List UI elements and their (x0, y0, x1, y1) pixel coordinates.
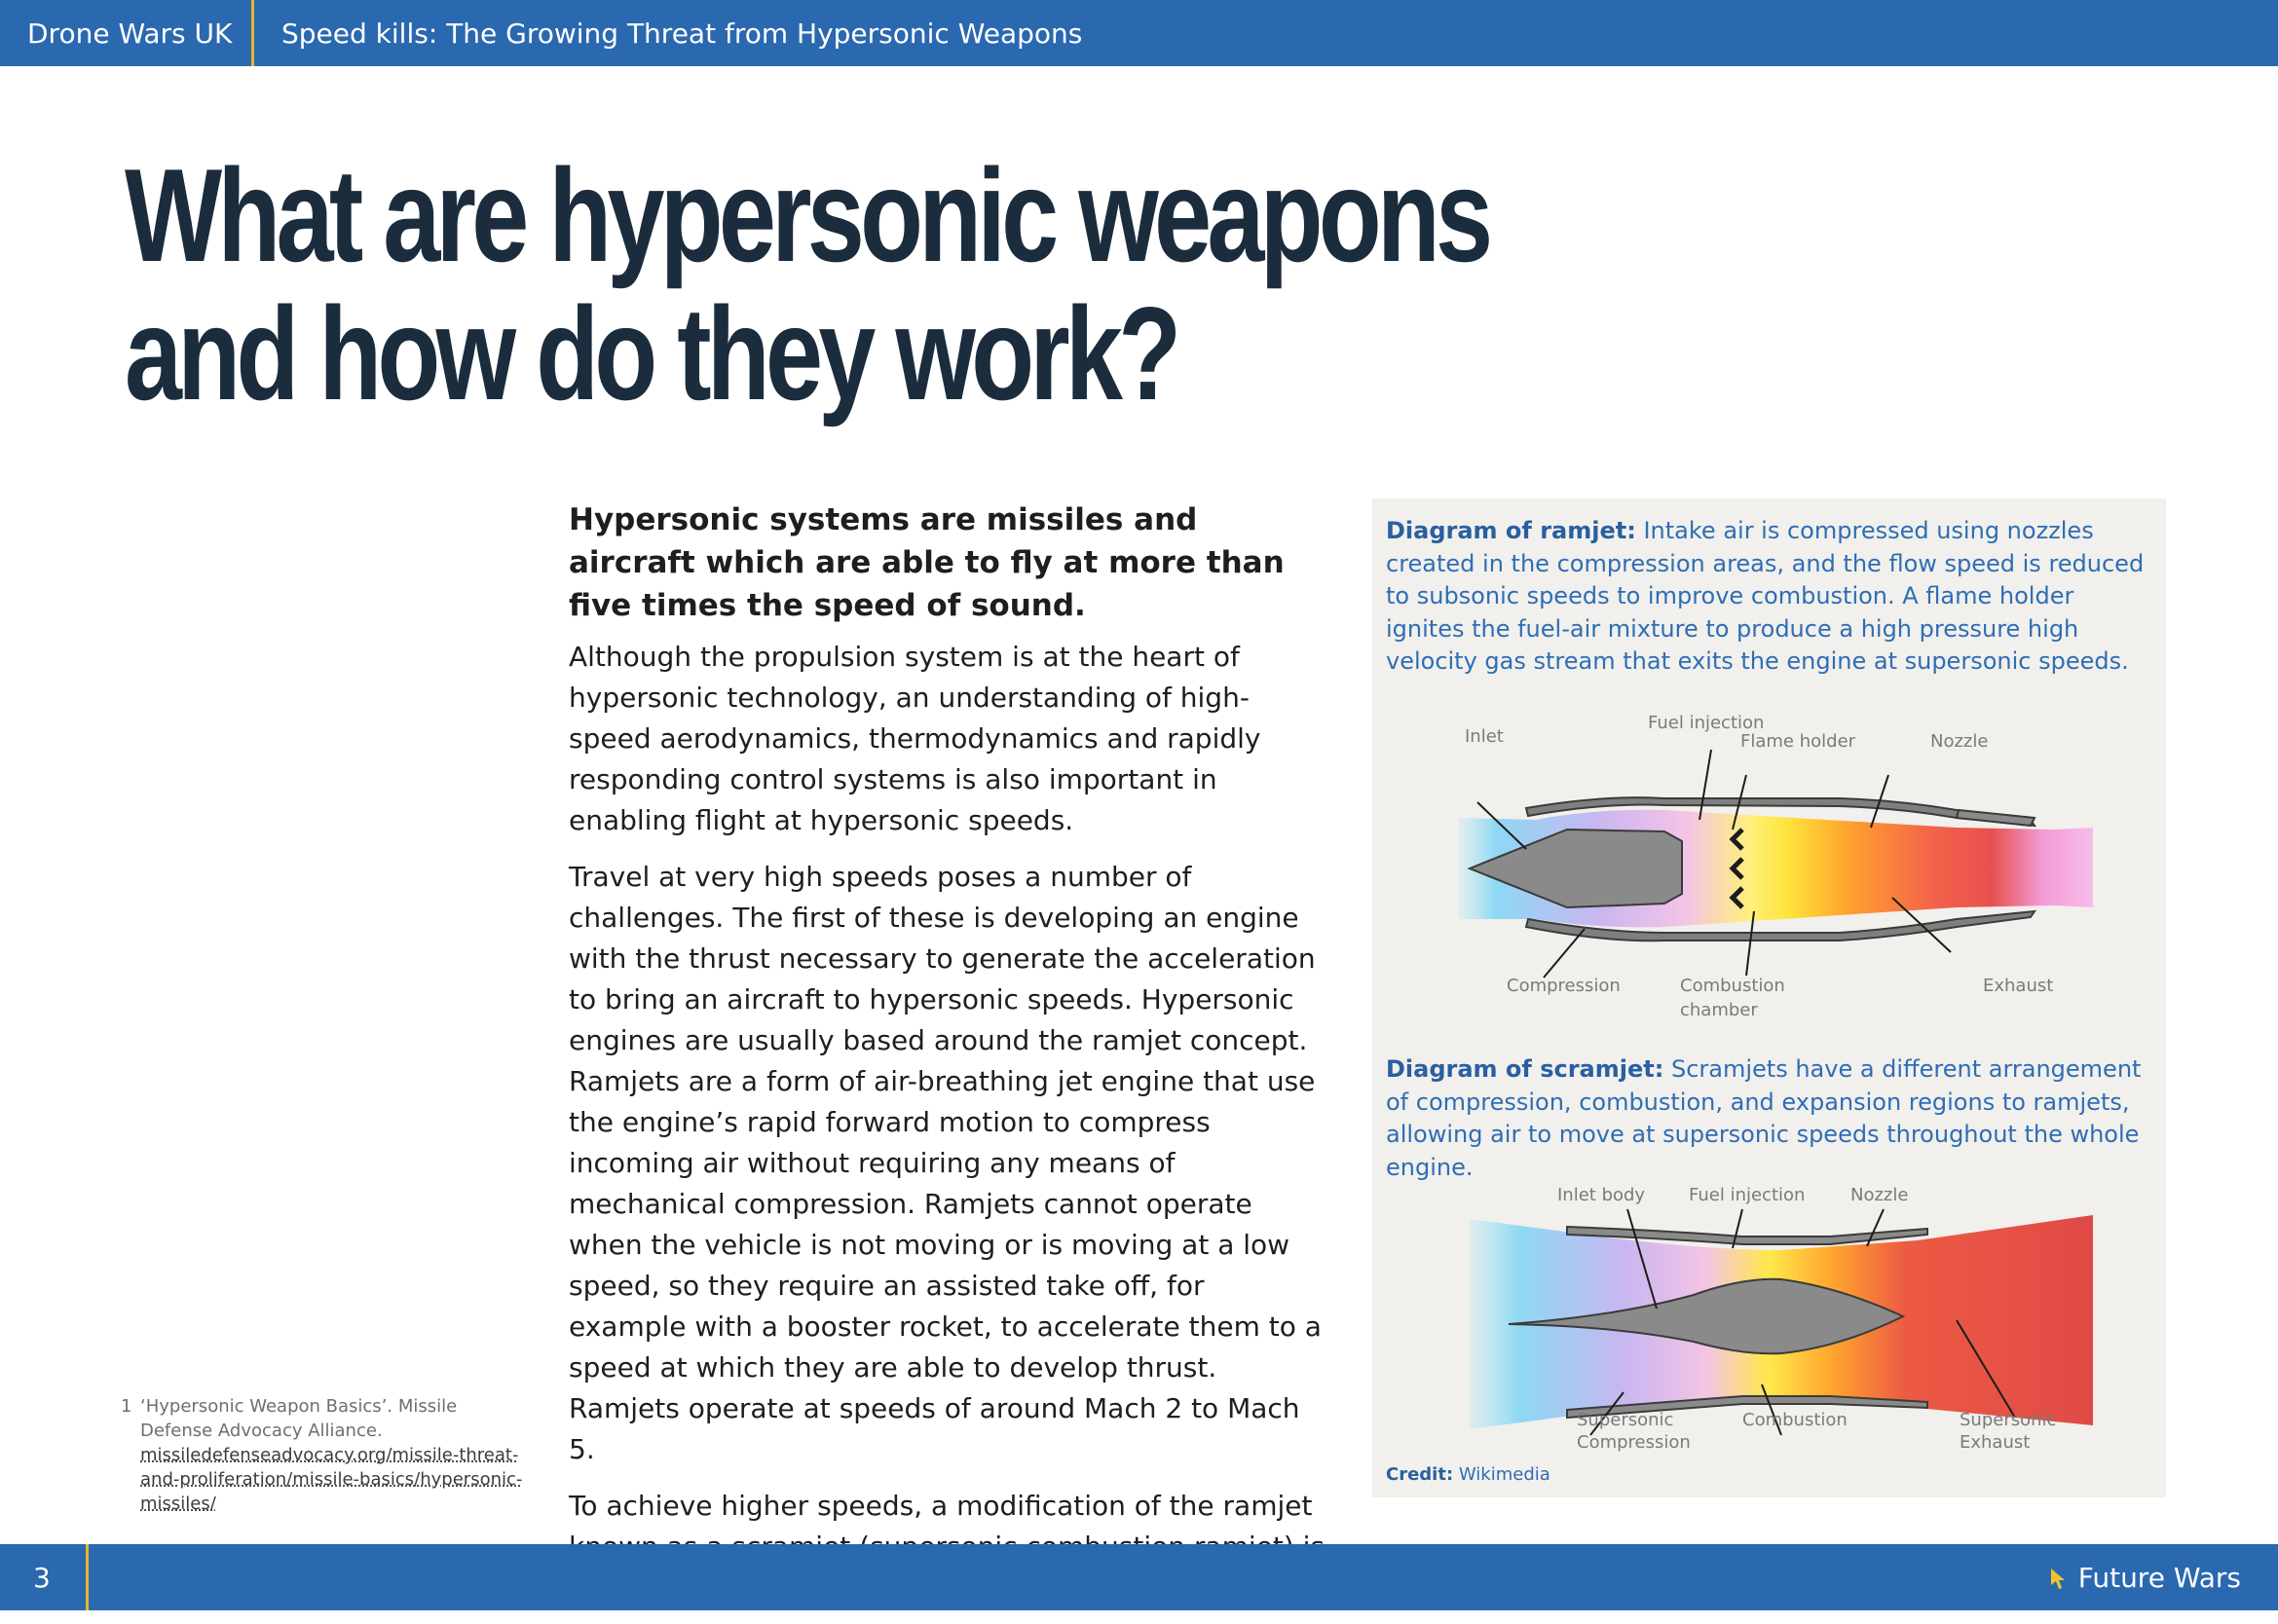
credit-source: Wikimedia (1458, 1464, 1550, 1485)
image-credit (1386, 1464, 1550, 1485)
header-bar (0, 0, 2278, 66)
credit-label: Credit: (1386, 1464, 1454, 1485)
footnote (121, 1394, 530, 1516)
scramjet-label-fuel-injection: Fuel injection (1689, 1185, 1806, 1205)
ramjet-caption-title: Diagram of ramjet: (1386, 517, 1636, 544)
lead-paragraph: Hypersonic systems are missiles and aircraft which are able to fly at more than five times the speed of sound. (569, 502, 1285, 623)
ramjet-label-chamber: chamber (1680, 1000, 1758, 1020)
ramjet-diagram (1372, 693, 2166, 1024)
footer-brand (2049, 1562, 2241, 1594)
ramjet-label-inlet: Inlet (1465, 726, 1504, 747)
page-title (125, 141, 1489, 427)
page-title-line-2: and how do they work? (125, 279, 1177, 427)
paragraph-1: Although the propulsion system is at the heart of hypersonic technology, an understanding of high-speed aerodynamics, thermodynamics and rapidly responding control systems is also important in enabling flight at hypersonic speeds. (569, 641, 1261, 836)
org-name: Drone Wars UK (27, 17, 233, 50)
diagram-panel (1372, 498, 2166, 1497)
scramjet-label-exhaust: Exhaust (1960, 1432, 2031, 1453)
scramjet-label-supersonic-2: Supersonic (1960, 1410, 2057, 1430)
page-title-line-1: What are hypersonic weapons (125, 141, 1489, 289)
scramjet-caption (1386, 1053, 2155, 1184)
ramjet-caption-text: Intake air is compressed using nozzles created in the compression areas, and the flow speed is reduced to subsonic speeds to improve combustion. A flame holder ignites the fuel-air mixture to produce a high pressure high velocity gas stream that exits the engine at supersonic speeds. (1386, 517, 2145, 675)
ramjet-label-flame-holder: Flame holder (1740, 731, 1856, 752)
scramjet-label-nozzle: Nozzle (1850, 1185, 1909, 1205)
ramjet-label-exhaust: Exhaust (1983, 976, 2054, 996)
footnote-number: 1 (121, 1396, 132, 1417)
cursor-icon (2049, 1567, 2069, 1590)
paragraph-2: Travel at very high speeds poses a number of challenges. The first of these is developing an engine with the thrust necessary to generate the acceleration to bring an aircraft to hypersonic speeds. Hypersonic engines are usually based around the ramjet concept. Ramjets are a form of air-breathing jet engine that use the engine’s rapid forward motion to compress incoming air without requiring any means of mechanical compression. Ramjets cannot operate when the vehicle is not moving or is moving at a low speed, so they require an assisted take off, for example with a booster rocket, to accelerate them to a speed at which they are able to develop thrust. Ramjets operate at speeds of around Mach 2 to Mach 5. (569, 861, 1322, 1465)
ramjet-nozzle-upper (1957, 810, 2035, 826)
ramjet-label-combustion: Combustion (1680, 976, 1785, 996)
footer-bar (0, 1544, 2278, 1610)
ramjet-label-nozzle: Nozzle (1930, 731, 1989, 752)
ramjet-label-fuel-injection: Fuel injection (1648, 713, 1765, 733)
document-title: Speed kills: The Growing Threat from Hypersonic Weapons (281, 17, 1083, 50)
footer-divider (86, 1544, 89, 1610)
brand-name: Future Wars (2077, 1562, 2241, 1594)
footnote-link[interactable]: missiledefenseadvocacy.org/missile-threat-and-proliferation/missile-basics/hypersonic-missiles/ (140, 1445, 523, 1514)
ramjet-caption (1386, 515, 2155, 679)
ramjet-fuel-pointer (1699, 750, 1711, 820)
body-text (569, 498, 1328, 1624)
scramjet-label-inlet-body: Inlet body (1557, 1185, 1646, 1205)
ramjet-compression-pointer (1544, 929, 1585, 978)
page-number: 3 (33, 1561, 51, 1594)
footnote-body (140, 1394, 530, 1516)
paragraph-3: To achieve higher speeds, a modification of the ramjet (569, 1490, 1313, 1522)
scramjet-label-supersonic-1: Supersonic (1577, 1410, 1674, 1430)
footnote-text: ‘Hypersonic Weapon Basics’. Missile Defense Advocacy Alliance. (140, 1396, 458, 1441)
ramjet-label-compression: Compression (1507, 976, 1621, 996)
scramjet-caption-text: Scramjets have a different arrangement of compression, combustion, and expansion regions to ramjets, allowing air to move at supersonic speeds throughout the whole engine. (1386, 1055, 2142, 1181)
scramjet-diagram (1372, 1180, 2166, 1462)
scramjet-label-combustion: Combustion (1742, 1410, 1848, 1430)
scramjet-caption-title: Diagram of scramjet: (1386, 1055, 1664, 1083)
scramjet-label-compression: Compression (1577, 1432, 1691, 1453)
